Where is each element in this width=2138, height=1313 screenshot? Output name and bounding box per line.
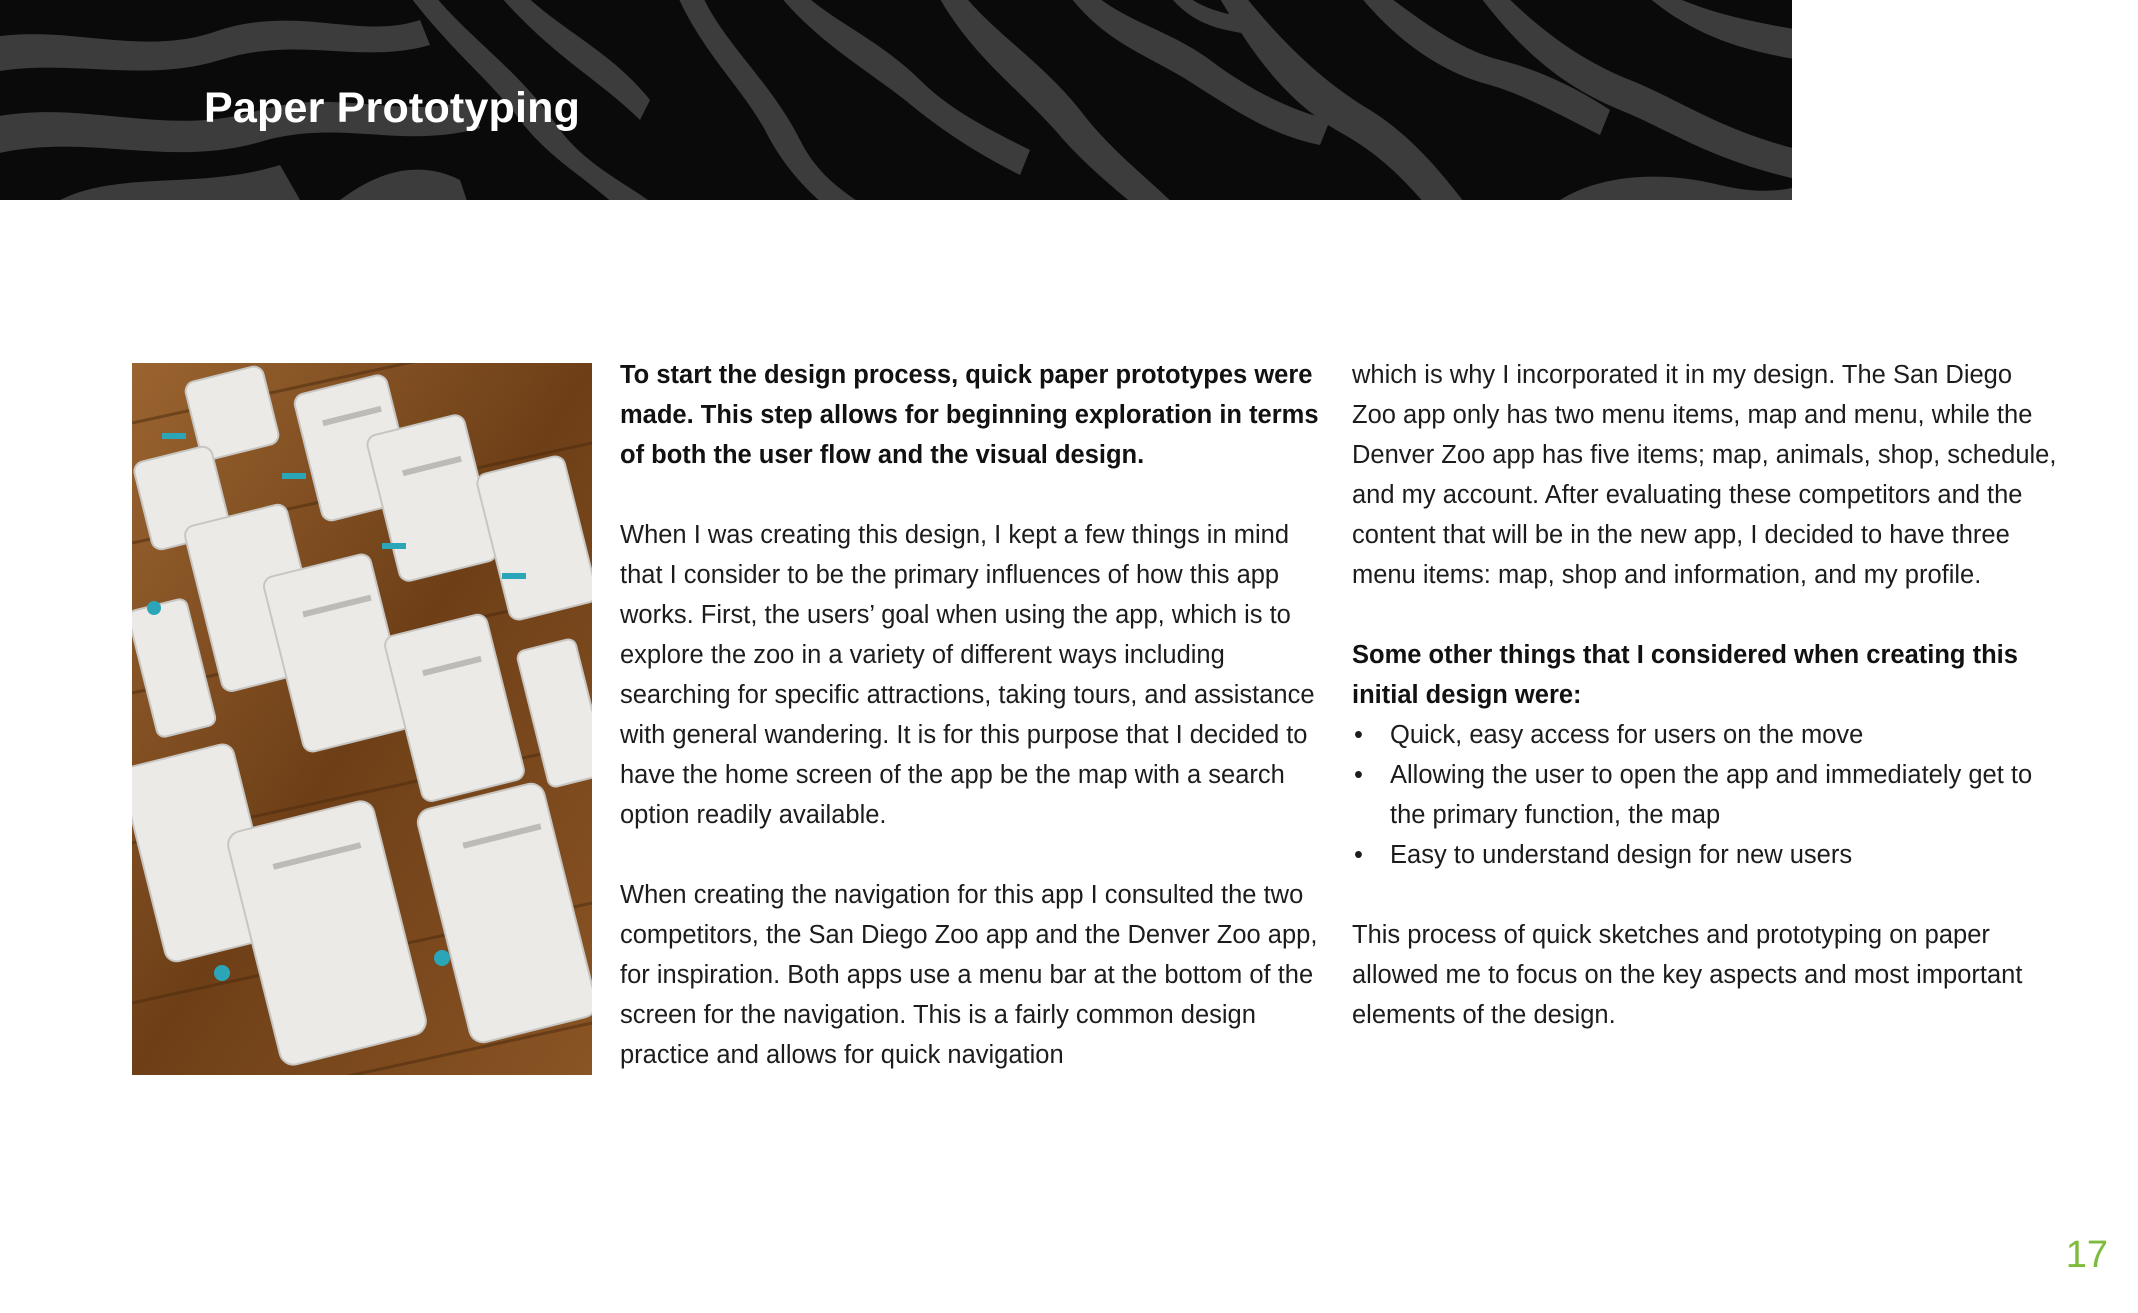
list-item: • Quick, easy access for users on the move [1352,715,2062,755]
page-title: Paper Prototyping [204,84,581,132]
list-item: • Easy to understand design for new users [1352,835,2062,875]
intro-paragraph: To start the design process, quick paper prototypes were made. This step allows for beginning exploration in terms of both the user flow and the visual design. [620,361,1319,469]
list-item: • Allowing the user to open the app and immediately get to the primary function, the map [1352,755,2062,835]
paper-prototype-photo-illustration [132,363,592,1075]
header-banner [0,0,1792,200]
considerations-heading: Some other things that I considered when creating this initial design were: [1352,641,2018,709]
closing-paragraph: This process of quick sketches and prototyping on paper allowed me to focus on the key aspects and most important elements of the design. [1352,921,2023,1029]
text-column-right [1352,355,2062,1035]
considerations-list [1352,715,2062,875]
influences-paragraph: When I was creating this design, I kept a few things in mind that I consider to be the primary influences of how this app works. First, the users’ goal when using the app, which is to explore the zoo in a variety of different ways including searching for specific attractions, taking tours, and assistance with general wandering. It is for this purpose that I decided to have the home screen of the app be the map with a search option readily available. [620,521,1315,829]
text-column-left [620,355,1330,1075]
navigation-paragraph: When creating the navigation for this app I consulted the two competitors, the San Diego Zoo app and the Denver Zoo app, for inspiration. Both apps use a menu bar at the bottom of the screen for the navigation. This is a fairly common design practice and allows for quick navigation [620,881,1318,1069]
page-number: 17 [2065,1234,2108,1276]
paper-prototype-photo [132,363,592,1075]
menu-items-paragraph: which is why I incorporated it in my design. The San Diego Zoo app only has two menu items, map and menu, while the Denver Zoo app has five items; map, animals, shop, schedule, and my account. After evaluating these competitors and the content that will be in the new app, I decided to have three menu items: map, shop and information, and my profile. [1352,361,2057,589]
